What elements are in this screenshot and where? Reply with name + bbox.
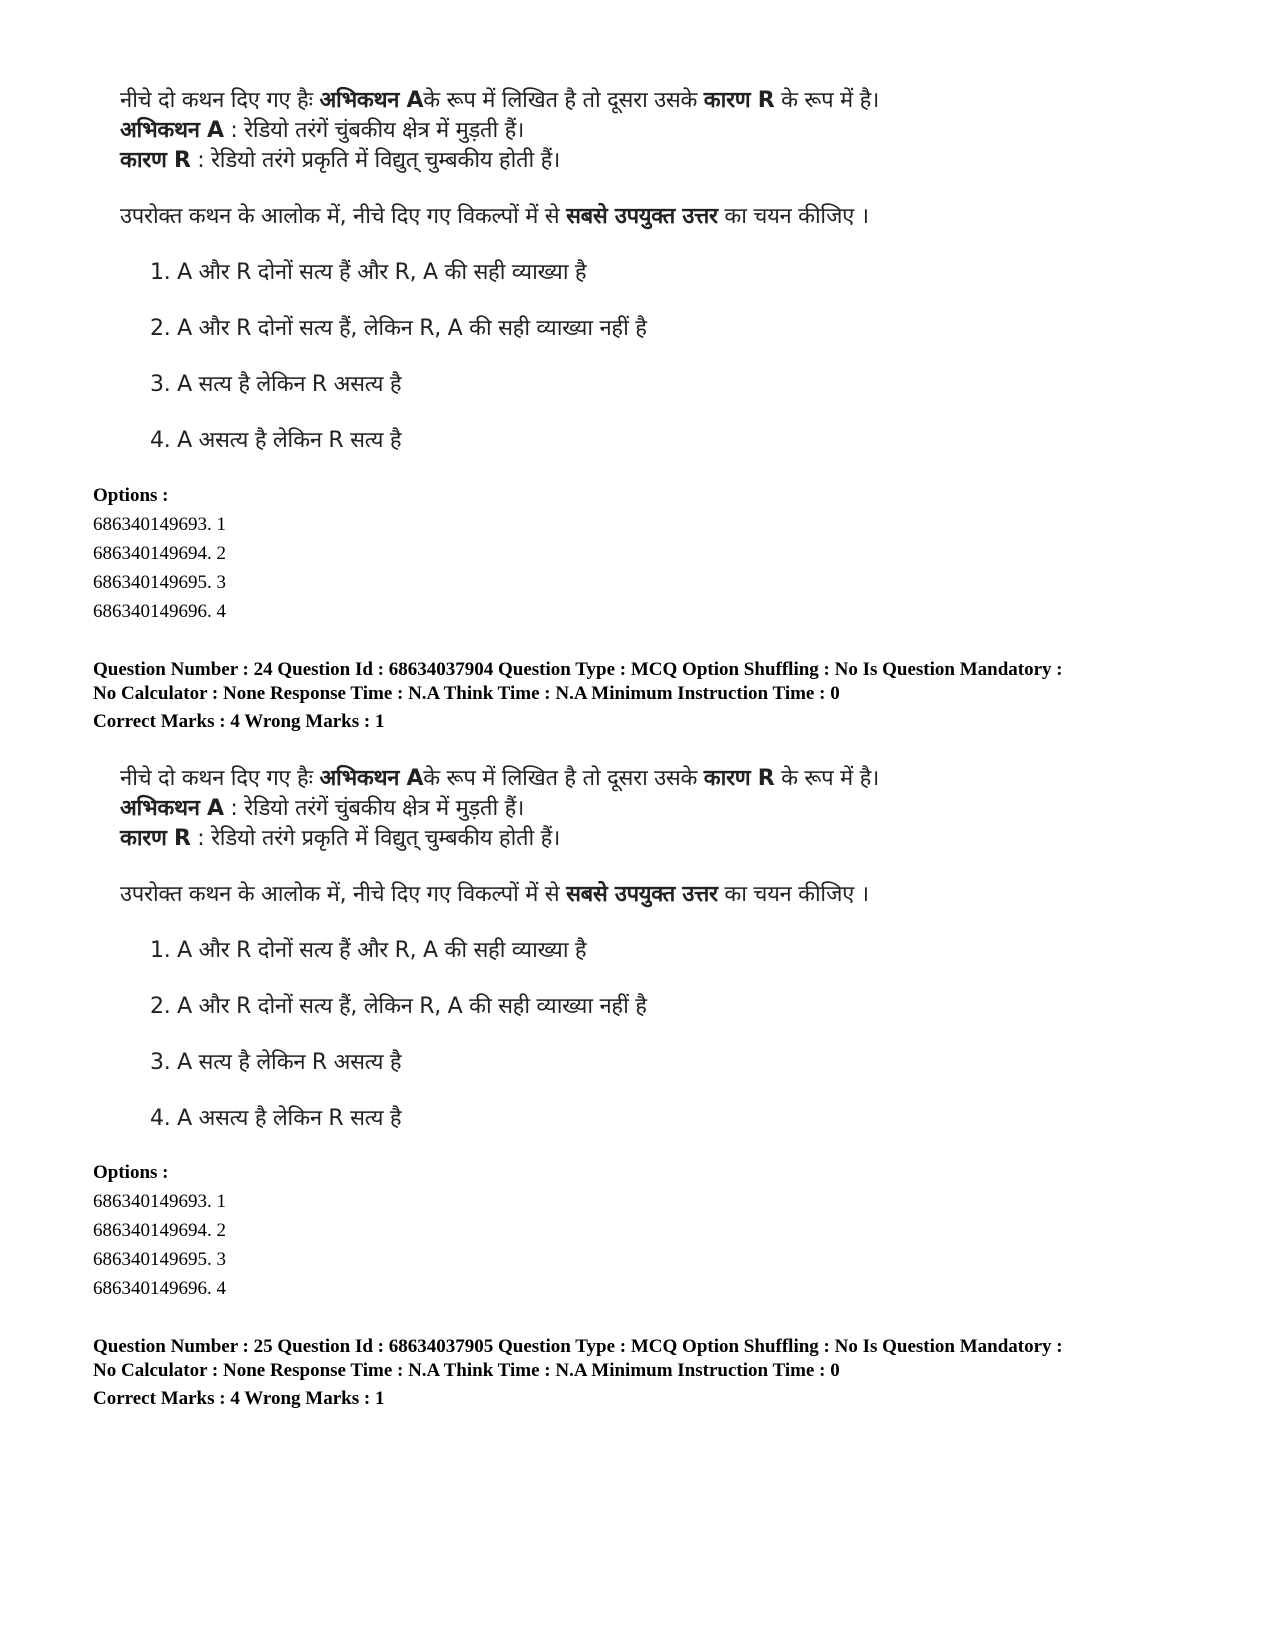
assertion-line: अभिकथन A : रेडियो तरंगें चुंबकीय क्षेत्र में मुड़ती हैं। <box>120 118 524 143</box>
choice-item: 2. A और R दोनों सत्य हैं, लेकिन R, A की सही व्याख्या नहीं है <box>150 316 647 341</box>
instruction-line: उपरोक्त कथन के आलोक में, नीचे दिए गए विकल्पों में से सबसे उपयुक्त उत्तर का चयन कीजिए । <box>120 882 869 907</box>
meta-line: Question Number : 25 Question Id : 68634037905 Question Type : MCQ Option Shuffling : No Is Question Mandatory : <box>93 1336 1063 1357</box>
choice-item: 4. A असत्य है लेकिन R सत्य है <box>150 1106 402 1131</box>
choice-item: 2. A और R दोनों सत्य हैं, लेकिन R, A की सही व्याख्या नहीं है <box>150 994 647 1019</box>
options-label: Options : <box>93 1162 169 1183</box>
options-label: Options : <box>93 485 169 506</box>
stem-intro: नीचे दो कथन दिए गए हैः अभिकथन Aके रूप में लिखित है तो दूसरा उसके कारण R के रूप में है। <box>120 88 880 113</box>
option-item: 686340149696. 4 <box>93 1278 226 1299</box>
option-item: 686340149693. 1 <box>93 514 226 535</box>
reason-line: कारण R : रेडियो तरंगे प्रकृति में विद्युत् चुम्बकीय होती हैं। <box>120 148 561 173</box>
option-item: 686340149695. 3 <box>93 572 226 593</box>
choice-item: 3. A सत्य है लेकिन R असत्य है <box>150 1050 402 1075</box>
choice-item: 4. A असत्य है लेकिन R सत्य है <box>150 428 402 453</box>
question-meta <box>93 1335 1243 1411</box>
options-list <box>93 481 226 626</box>
reason-line: कारण R : रेडियो तरंगे प्रकृति में विद्युत् चुम्बकीय होती हैं। <box>120 826 561 851</box>
choice-item: 1. A और R दोनों सत्य हैं और R, A की सही व्याख्या है <box>150 938 587 963</box>
option-item: 686340149694. 2 <box>93 543 226 564</box>
meta-line: Correct Marks : 4 Wrong Marks : 1 <box>93 711 385 732</box>
options-list <box>93 1158 226 1303</box>
meta-line: Correct Marks : 4 Wrong Marks : 1 <box>93 1388 385 1409</box>
meta-line: No Calculator : None Response Time : N.A Think Time : N.A Minimum Instruction Time : 0 <box>93 683 840 704</box>
option-item: 686340149695. 3 <box>93 1249 226 1270</box>
option-item: 686340149694. 2 <box>93 1220 226 1241</box>
option-item: 686340149696. 4 <box>93 601 226 622</box>
choice-item: 1. A और R दोनों सत्य हैं और R, A की सही व्याख्या है <box>150 260 587 285</box>
instruction-line: उपरोक्त कथन के आलोक में, नीचे दिए गए विकल्पों में से सबसे उपयुक्त उत्तर का चयन कीजिए । <box>120 204 869 229</box>
stem-intro: नीचे दो कथन दिए गए हैः अभिकथन Aके रूप में लिखित है तो दूसरा उसके कारण R के रूप में है। <box>120 766 880 791</box>
choice-item: 3. A सत्य है लेकिन R असत्य है <box>150 372 402 397</box>
assertion-line: अभिकथन A : रेडियो तरंगें चुंबकीय क्षेत्र में मुड़ती हैं। <box>120 796 524 821</box>
meta-line: No Calculator : None Response Time : N.A Think Time : N.A Minimum Instruction Time : 0 <box>93 1360 840 1381</box>
option-item: 686340149693. 1 <box>93 1191 226 1212</box>
meta-line: Question Number : 24 Question Id : 68634037904 Question Type : MCQ Option Shuffling : No Is Question Mandatory : <box>93 659 1063 680</box>
question-meta <box>93 658 1243 734</box>
